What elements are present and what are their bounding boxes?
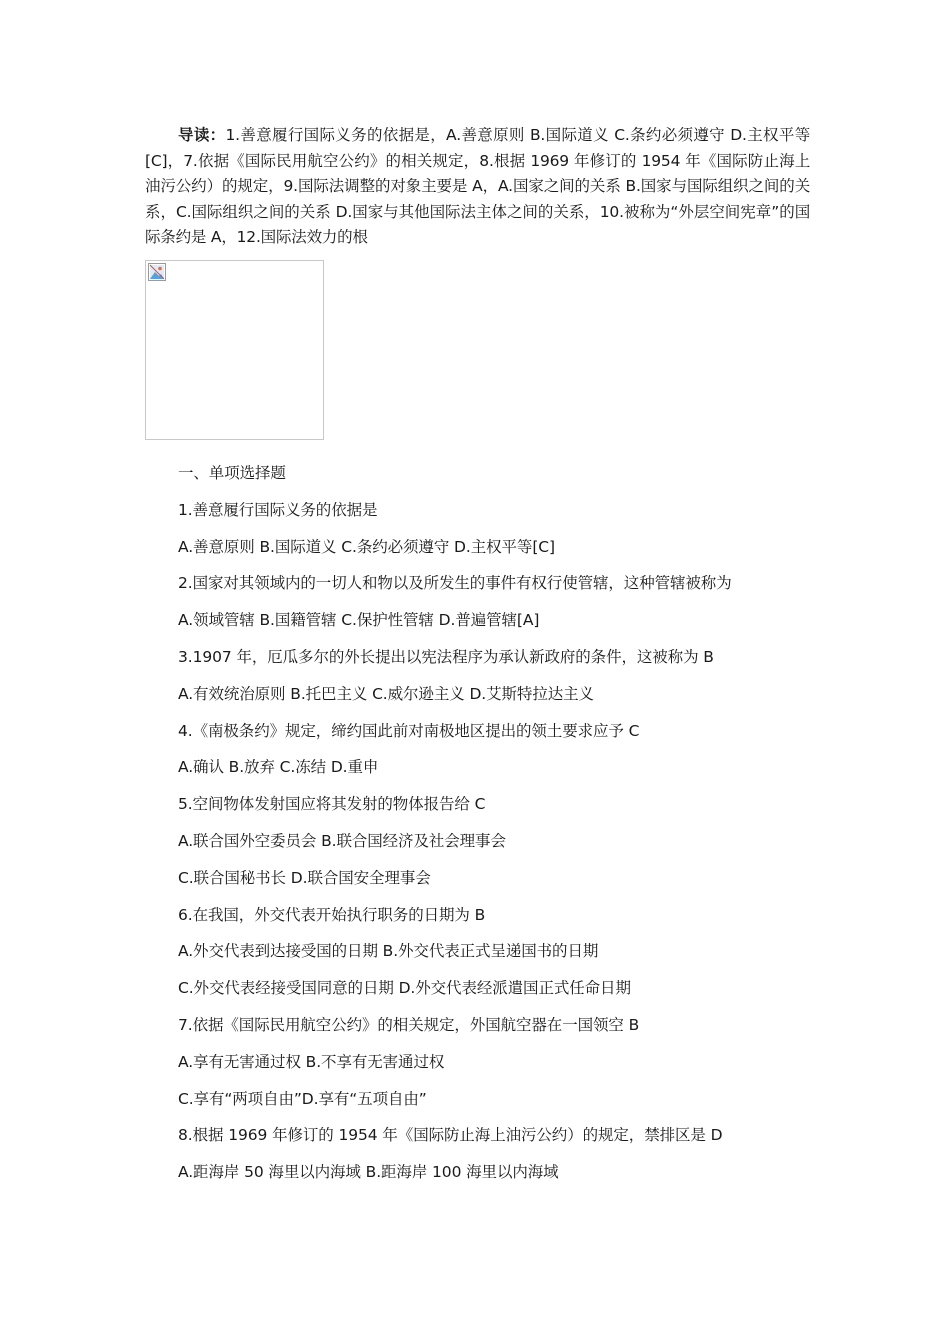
question-line: 5.空间物体发射国应将其发射的物体报告给 C bbox=[178, 795, 486, 814]
option-line: A.领域管辖 B.国籍管辖 C.保护性管辖 D.普遍管辖[A] bbox=[178, 611, 540, 630]
question-line: 4.《南极条约》规定，缔约国此前对南极地区提出的领土要求应予 C bbox=[178, 721, 640, 740]
question-line: 3.1907 年，厄瓜多尔的外长提出以宪法程序为承认新政府的条件，这被称为 B bbox=[178, 647, 714, 666]
section-heading: 一、单项选择题 bbox=[178, 464, 286, 482]
broken-image-icon bbox=[148, 263, 166, 281]
option-line: C.享有“两项自由”D.享有“五项自由” bbox=[178, 1089, 427, 1108]
broken-image-placeholder bbox=[145, 260, 324, 440]
question-line: 8.根据 1969 年修订的 1954 年《国际防止海上油污公约）的规定，禁排区是 D bbox=[178, 1126, 723, 1145]
question-line: 6.在我国，外交代表开始执行职务的日期为 B bbox=[178, 905, 486, 924]
question-line: 7.依据《国际民用航空公约》的相关规定，外国航空器在一国领空 B bbox=[178, 1015, 640, 1034]
intro-paragraph bbox=[145, 123, 810, 251]
option-line: A.联合国外空委员会 B.联合国经济及社会理事会 bbox=[178, 831, 506, 850]
option-line: A.外交代表到达接受国的日期 B.外交代表正式呈递国书的日期 bbox=[178, 942, 599, 961]
option-line: A.善意原则 B.国际道义 C.条约必须遵守 D.主权平等[C] bbox=[178, 537, 555, 556]
intro-text: 1.善意履行国际义务的依据是，A.善意原则 B.国际道义 C.条约必须遵守 D.主权平等[C]，7.依据《国际民用航空公约》的相关规定，8.根据 1969 年修订的 1954 年《国际防止海上油污公约）的规定，9.国际法调整的对象主要是 A，A.国家之间的关系 B.国家与国际组织之间的关系，C.国际组织之间的关系 D.国家与其他国际法主体之间的关系，10.被称为“外层空间宪章”的国际条约是 A，12.国际法效力的根 bbox=[145, 126, 810, 246]
intro-label: 导读： bbox=[178, 126, 226, 144]
question-list bbox=[178, 461, 818, 1197]
option-line: A.距海岸 50 海里以内海域 B.距海岸 100 海里以内海域 bbox=[178, 1163, 559, 1182]
option-line: C.联合国秘书长 D.联合国安全理事会 bbox=[178, 868, 431, 887]
option-line: A.享有无害通过权 B.不享有无害通过权 bbox=[178, 1052, 445, 1071]
question-line: 1.善意履行国际义务的依据是 bbox=[178, 500, 378, 519]
option-line: A.有效统治原则 B.托巴主义 C.威尔逊主义 D.艾斯特拉达主义 bbox=[178, 684, 594, 703]
option-line: A.确认 B.放弃 C.冻结 D.重申 bbox=[178, 758, 379, 777]
option-line: C.外交代表经接受国同意的日期 D.外交代表经派遣国正式任命日期 bbox=[178, 979, 631, 998]
question-line: 2.国家对其领域内的一切人和物以及所发生的事件有权行使管辖，这种管辖被称为 bbox=[178, 574, 732, 593]
